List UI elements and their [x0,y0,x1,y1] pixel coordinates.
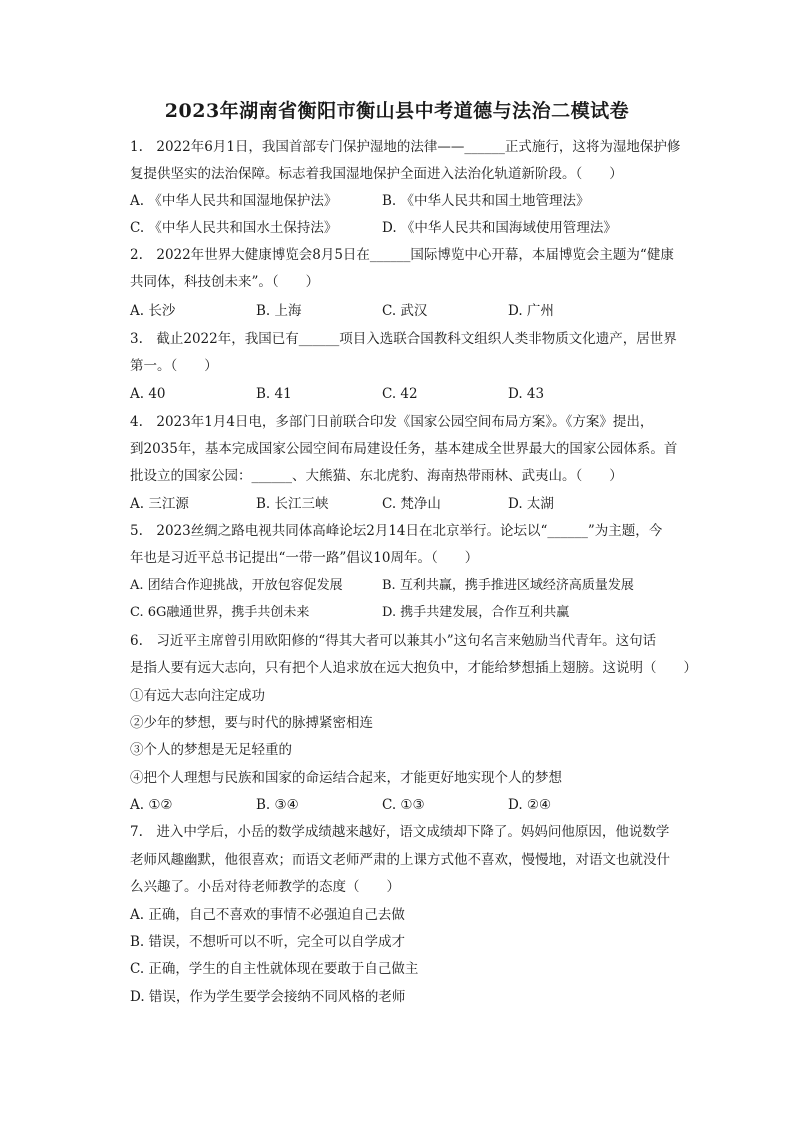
q1-stem-line-1: 1. 2022年6月1日，我国首部专门保护湿地的法律——______正式施行，这将为湿地保护修 [130,139,681,155]
q1-option-a: A. 《中华人民共和国湿地保护法》 [130,193,338,209]
q5-option-d: D. 携手共建发展，合作互利共赢 [382,605,570,620]
q6-option-d: D. ②④ [508,797,552,813]
q4-option-a: A. 三江源 [130,496,189,512]
q3-stem-line-1: 3. 截止2022年，我国已有______项目入选联合国教科文组织人类非物质文化遗产，居世界 [130,331,677,347]
q2-option-c: C. 武汉 [382,303,428,319]
q7-stem-line-1: 7. 进入中学后，小岳的数学成绩越来越好，语文成绩却下降了。妈妈问他原因，他说数学 [130,824,670,840]
page-title: 2023年湖南省衡阳市衡山县中考道德与法治二模试卷 [164,100,630,122]
q7-stem-line-2: 老师风趣幽默，他很喜欢；而语文老师严肃的上课方式他不喜欢，慢慢地，对语文也就没什 [130,852,670,868]
q6-statement-4: ④把个人理想与民族和国家的命运结合起来，才能更好地实现个人的梦想 [130,770,562,786]
q6-statement-3: ③个人的梦想是无足轻重的 [130,742,292,758]
q2-stem-line-2: 共同体，科技创未来”。（ ） [130,274,320,290]
q4-stem-line-1: 4. 2023年1月4日电，多部门日前联合印发《国家公园空间布局方案》。《方案》提出， [130,414,654,430]
q7-option-a: A. 正确，自己不喜欢的事情不必强迫自己去做 [130,907,405,923]
q2-option-b: B. 上海 [256,303,302,319]
q5-option-b: B. 互利共赢，携手推进区域经济高质量发展 [382,578,634,593]
q5-option-a: A. 团结合作迎挑战，开放包容促发展 [130,578,343,593]
q2-option-d: D. 广州 [508,303,554,319]
q7-option-c: C. 正确，学生的自主性就体现在要敢于自己做主 [130,961,419,977]
q2-options [130,302,700,320]
q3-options [130,385,700,403]
q7-option-d: D. 错误，作为学生要学会接纳不同风格的老师 [130,989,406,1005]
q6-statement-1: ①有远大志向注定成功 [130,688,265,704]
q3-option-d: D. 43 [508,386,545,402]
q2-stem-line-1: 2. 2022年世界大健康博览会8月5日在______国际博览中心开幕，本届博览会主题为“健康 [130,247,674,263]
q6-stem-line-2: 是指人要有远大志向，只有把个人追求放在远大抱负中，才能给梦想插上翅膀。这说明（ ） [130,660,697,676]
q5-option-c: C. 6G融通世界，携手共创未来 [130,605,310,620]
q4-stem-line-3: 批设立的国家公园：______、大熊猫、东北虎豹、海南热带雨林、武夷山。（ ） [130,468,623,484]
q6-statement-2: ②少年的梦想，要与时代的脉搏紧密相连 [130,715,373,731]
q3-stem-line-2: 第一。（ ） [130,358,218,374]
q4-option-d: D. 太湖 [508,496,554,512]
q6-options [130,796,700,814]
q1-option-row-2 [130,219,700,237]
q1-option-b: B. 《中华人民共和国土地管理法》 [382,193,590,209]
q7-stem-line-3: 么兴趣了。小岳对待老师教学的态度（ ） [130,879,400,895]
q6-stem-line-1: 6. 习近平主席曾引用欧阳修的“得其大者可以兼其小”这句名言来勉励当代青年。这句话 [130,633,657,649]
q4-stem-line-2: 到2035年，基本完成国家公园空间布局建设任务，基本建成全世界最大的国家公园体系。首 [130,441,678,457]
q7-option-b: B. 错误，不想听可以不听，完全可以自学成才 [130,934,406,950]
q5-option-row-2 [130,604,700,622]
q1-option-c: C. 《中华人民共和国水土保持法》 [130,220,338,236]
q1-stem-line-2: 复提供坚实的法治保障。标志着我国湿地保护全面进入法治化轨道新阶段。（ ） [130,166,623,182]
q4-option-b: B. 长江三峡 [256,496,329,512]
q3-option-c: C. 42 [382,386,418,402]
q1-option-d: D. 《中华人民共和国海域使用管理法》 [382,220,617,236]
q6-option-b: B. ③④ [256,797,299,813]
q4-options [130,495,700,513]
q1-option-row-1 [130,192,700,210]
q4-option-c: C. 梵净山 [382,496,441,512]
q2-option-a: A. 长沙 [130,303,176,319]
q3-option-b: B. 41 [256,386,292,402]
q3-option-a: A. 40 [130,386,166,402]
q5-stem-line-2: 年也是习近平总书记提出“一带一路”倡议10周年。（ ） [130,550,479,566]
q5-stem-line-1: 5. 2023丝绸之路电视共同体高峰论坛2月14日在北京举行。论坛以“______”为主题，今 [130,523,663,539]
q5-option-row-1 [130,577,700,595]
q6-option-c: C. ①③ [382,797,425,813]
q6-option-a: A. ①② [130,797,173,813]
